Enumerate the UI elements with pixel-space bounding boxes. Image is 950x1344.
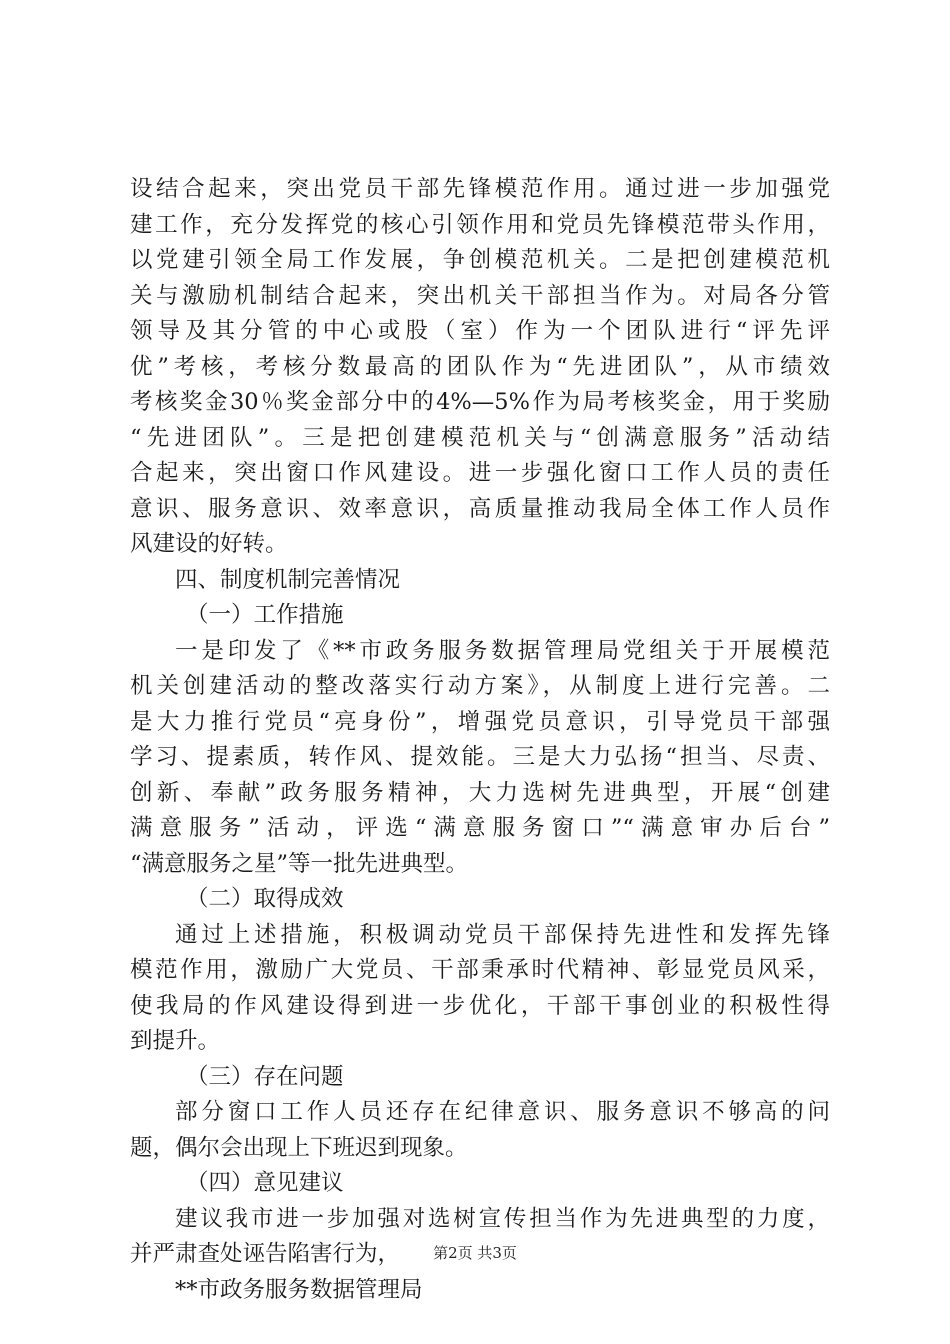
text-line: 领导及其分管的中心或股（室）作为一个团队进行“评先评 <box>130 318 830 344</box>
text-line: 是大力推行党员“亮身份”，增强党员意识，引导党员干部强 <box>130 708 830 735</box>
subsection-heading-measures: （一）工作措施 <box>186 602 344 628</box>
text-line: 合起来，突出窗口作风建设。进一步强化窗口工作人员的责任 <box>130 460 830 486</box>
text-line: 创新、奉献”政务服务精神，大力选树先进典型，开展“创建 <box>130 779 830 806</box>
document-body <box>130 172 830 1308</box>
text-line: 使我局的作风建设得到进一步优化，干部干事创业的积极性得 <box>130 992 830 1019</box>
text-line: “先进团队”。三是把创建模范机关与“创满意服务”活动结 <box>130 424 830 451</box>
section-heading-institution: 四、制度机制完善情况 <box>175 566 401 593</box>
text-line: 并严肃查处诬告陷害行为， <box>130 1241 401 1267</box>
text-line: 优”考核，考核分数最高的团队作为“先进团队”，从市绩效 <box>130 353 830 380</box>
text-line: 关与激励机制结合起来，突出机关干部担当作为。对局各分管 <box>130 282 830 309</box>
page-number-footer: 第2页 共3页 <box>433 1244 517 1262</box>
text-line: 到提升。 <box>130 1028 221 1054</box>
text-line: 风建设的好转。 <box>130 531 288 557</box>
text-line: 建议我市进一步加强对选树宣传担当作为先进典型的力度， <box>175 1205 830 1232</box>
text-line: 建工作，充分发挥党的核心引领作用和党员先锋模范带头作用， <box>130 211 830 238</box>
subsection-heading-suggestions: （四）意见建议 <box>186 1170 344 1196</box>
text-line: 满意服务”活动，评选“满意服务窗口”“满意审办后台” <box>130 815 830 841</box>
subsection-heading-problems: （三）存在问题 <box>186 1063 344 1090</box>
paragraph-creating-model-organs <box>130 172 830 563</box>
text-line: 意识、服务意识、效率意识，高质量推动我局全体工作人员作 <box>130 495 830 522</box>
text-line: 考核奖金30％奖金部分中的4%—5%作为局考核奖金，用于奖励 <box>130 389 830 415</box>
paragraph-problems <box>130 1095 830 1166</box>
text-line: “满意服务之星”等一批先进典型。 <box>130 850 469 877</box>
text-line: 以党建引领全局工作发展，争创模范机关。二是把创建模范机 <box>130 247 830 273</box>
paragraph-measures <box>130 634 830 883</box>
text-line: 机关创建活动的整改落实行动方案》，从制度上进行完善。二 <box>130 673 830 699</box>
text-line: 学习、提素质，转作风、提效能。三是大力弘扬“担当、尽责、 <box>130 744 830 770</box>
text-line: 模范作用，激励广大党员、干部秉承时代精神、彰显党员风采， <box>130 957 830 983</box>
text-line: 一是印发了《**市政务服务数据管理局党组关于开展模范 <box>175 637 830 664</box>
text-line: 题，偶尔会出现上下班迟到现象。 <box>130 1134 468 1161</box>
paragraph-results <box>130 918 830 1060</box>
text-line: 设结合起来，突出党员干部先锋模范作用。通过进一步加强党 <box>130 176 830 202</box>
text-line: 部分窗口工作人员还存在纪律意识、服务意识不够高的问 <box>175 1099 830 1125</box>
subsection-heading-results: （二）取得成效 <box>186 886 344 912</box>
signature-organization: **市政务服务数据管理局 <box>175 1276 423 1303</box>
text-line: 通过上述措施，积极调动党员干部保持先进性和发挥先锋 <box>175 921 830 948</box>
